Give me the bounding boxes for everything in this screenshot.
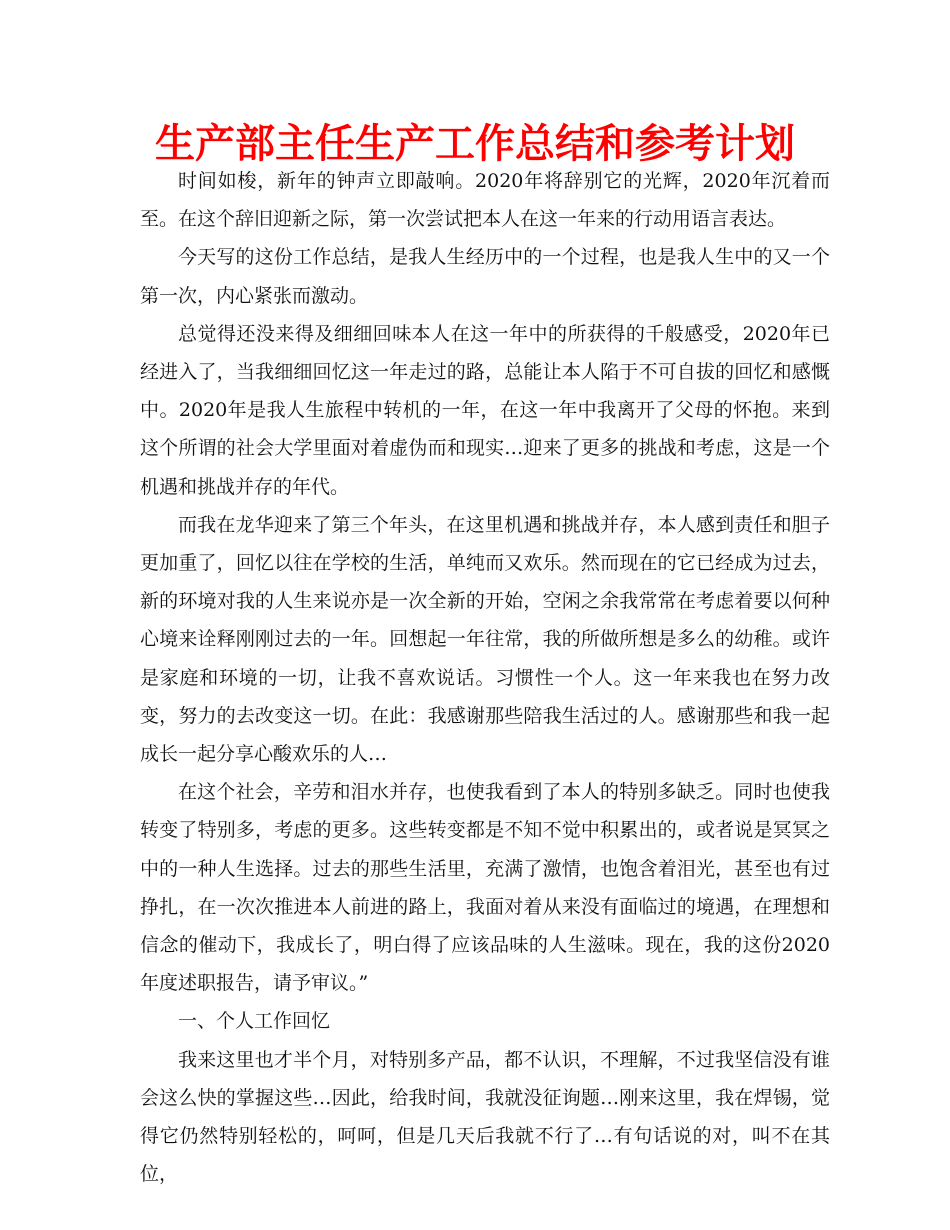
section-heading: 一、个人工作回忆 xyxy=(178,1010,331,1033)
document-body xyxy=(140,162,830,1193)
paragraph: 总觉得还没来得及细细回味本人在这一年中的所获得的千般感受，2020年已经进入了，当我细细回忆这一年走过的路，总能让本人陷于不可自拔的回忆和感慨中。2020年是我人生旅程中转机的一年，在这一年中我离开了父母的怀抱。来到这个所谓的社会大学里面对着虚伪而和现实…迎来了更多的挑战和考虑，这是一个机遇和挑战并存的年代。 xyxy=(140,322,830,498)
paragraph: 而我在龙华迎来了第三个年头，在这里机遇和挑战并存，本人感到责任和胆子更加重了，回忆以往在学校的生活，单纯而又欢乐。然而现在的它已经成为过去，新的环境对我的人生来说亦是一次全新的开始，空闲之余我常常在考虑着要以何种心境来诠释刚刚过去的一年。回想起一年往常，我的所做所想是多么的幼稚。或许是家庭和环境的一切，让我不喜欢说话。习惯性一个人。这一年来我也在努力改变，努力的去改变这一切。在此：我感谢那些陪我生活过的人。感谢那些和我一起成长一起分享心酸欢乐的人… xyxy=(140,513,830,766)
paragraph: 时间如梭，新年的钟声立即敲响。2020年将辞别它的光辉，2020年沉着而至。在这个辞旧迎新之际，第一次尝试把本人在这一年来的行动用语言表达。 xyxy=(140,170,830,231)
paragraph: 我来这里也才半个月，对特别多产品，都不认识，不理解，不过我坚信没有谁会这么快的掌握这些…因此，给我时间，我就没征询题…刚来这里，我在焊锡，觉得它仍然特别轻松的，呵呵，但是几天后我就不行了…有句话说的对，叫不在其位， xyxy=(140,1048,830,1186)
paragraph: 今天写的这份工作总结，是我人生经历中的一个过程，也是我人生中的又一个第一次，内心紧张而激动。 xyxy=(140,246,830,307)
document-title: 生产部主任生产工作总结和参考计划 xyxy=(155,121,795,167)
paragraph: 在这个社会，辛劳和泪水并存，也使我看到了本人的特别多缺乏。同时也使我转变了特别多，考虑的更多。这些转变都是不知不觉中积累出的，或者说是冥冥之中的一种人生选择。过去的那些生活里，充满了激情，也饱含着泪光，甚至也有过挣扎，在一次次推进本人前进的路上，我面对着从来没有面临过的境遇，在理想和信念的催动下，我成长了，明白得了应该品味的人生滋味。现在，我的这份2020年度述职报告，请予审议。” xyxy=(140,781,830,995)
